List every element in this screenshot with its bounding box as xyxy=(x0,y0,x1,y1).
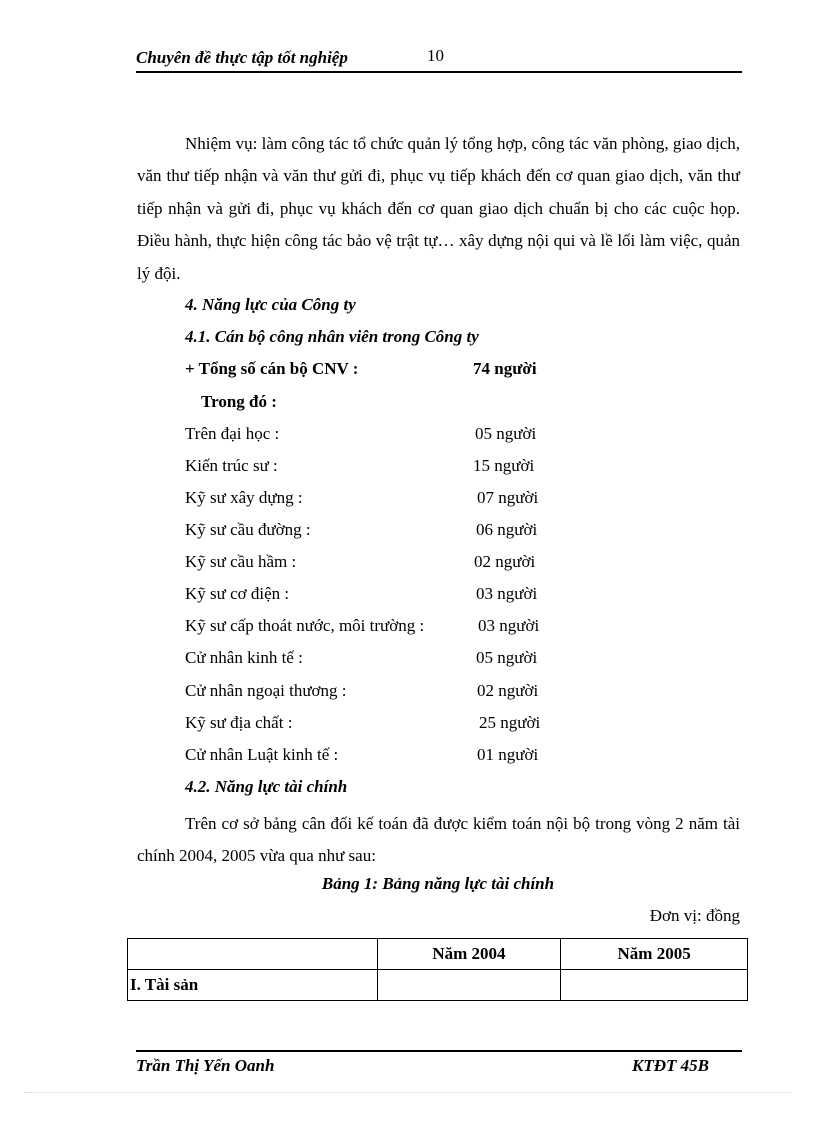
staff-total-value: 74 người xyxy=(473,359,537,378)
table-header-cell xyxy=(128,939,378,970)
staff-row-label: Kỹ sư xây dựng : xyxy=(185,488,303,507)
staff-row-label: Kiến trúc sư : xyxy=(185,456,278,475)
breakdown-label: Trong đó : xyxy=(201,392,277,411)
staff-row-value: 01 người xyxy=(477,745,539,764)
section-4-1-heading: 4.1. Cán bộ công nhân viên trong Công ty xyxy=(185,327,479,346)
staff-row-value: 05 người xyxy=(476,648,538,667)
staff-row-value: 03 người xyxy=(478,616,540,635)
header-title: Chuyên đề thực tập tốt nghiệp xyxy=(136,48,348,67)
section-4-heading: 4. Năng lực của Công ty xyxy=(185,295,356,314)
table-caption: Bảng 1: Bảng năng lực tài chính xyxy=(321,874,555,893)
staff-row-value: 15 người xyxy=(473,456,535,475)
staff-total-label: + Tổng số cán bộ CNV : xyxy=(185,359,359,378)
table-header-row xyxy=(128,939,748,970)
staff-row-label: Cử nhân kinh tế : xyxy=(185,648,303,667)
staff-row-label: Cử nhân Luật kinh tế : xyxy=(185,745,339,764)
staff-row-label: Cử nhân ngoại thương : xyxy=(185,681,347,700)
unit-label: Đơn vị: đồng xyxy=(649,906,740,925)
footer-rule xyxy=(136,1050,742,1052)
staff-row-label: Kỹ sư cấp thoát nước, môi trường : xyxy=(185,616,425,635)
staff-row-value: 02 người xyxy=(474,552,536,571)
section-4-2-heading: 4.2. Năng lực tài chính xyxy=(185,777,348,796)
staff-row-label: Kỹ sư cầu hầm : xyxy=(185,552,297,571)
page-edge-divider xyxy=(24,1092,792,1093)
table-cell xyxy=(377,970,561,1001)
table-cell xyxy=(561,970,748,1001)
table-cell: I. Tài sản xyxy=(128,970,378,1001)
staff-row-label: Kỹ sư địa chất : xyxy=(185,713,293,732)
table-header-cell: Năm 2005 xyxy=(561,939,748,970)
table-row xyxy=(128,970,748,1001)
page-number: 10 xyxy=(427,46,444,65)
staff-row-value: 03 người xyxy=(476,584,538,603)
finance-paragraph: Trên cơ sở bảng cân đối kế toán đã được kiểm toán nội bộ trong vòng 2 năm tài chính 2004, 2005 vừa qua như sau: xyxy=(137,814,740,866)
staff-row-value: 07 người xyxy=(477,488,539,507)
staff-row-value: 05 người xyxy=(475,424,537,443)
staff-row-value: 02 người xyxy=(477,681,539,700)
staff-row-label: Trên đại học : xyxy=(185,424,280,443)
table-header-cell: Năm 2004 xyxy=(377,939,561,970)
duties-paragraph: Nhiệm vụ: làm công tác tổ chức quản lý tổng hợp, công tác văn phòng, giao dịch, văn thư tiếp nhận và văn thư gửi đi, phục vụ tiếp khách đến cơ quan giao dịch, văn thư tiếp nhận và gửi đi, phục vụ khách đến cơ quan giao dịch chuẩn bị cho các cuộc họp. Điều hành, thực hiện công tác bảo vệ trật tự… xây dựng nội qui và lề lối làm việc, quản lý đội. xyxy=(137,134,740,283)
staff-row-value: 06 người xyxy=(476,520,538,539)
staff-row-value: 25 người xyxy=(479,713,541,732)
staff-row-label: Kỹ sư cơ điện : xyxy=(185,584,290,603)
staff-row-label: Kỹ sư cầu đường : xyxy=(185,520,311,539)
footer-author: Trần Thị Yến Oanh xyxy=(136,1056,275,1075)
header-rule xyxy=(136,71,742,73)
footer-class: KTĐT 45B xyxy=(632,1056,709,1075)
financial-capacity-table xyxy=(127,938,748,1001)
